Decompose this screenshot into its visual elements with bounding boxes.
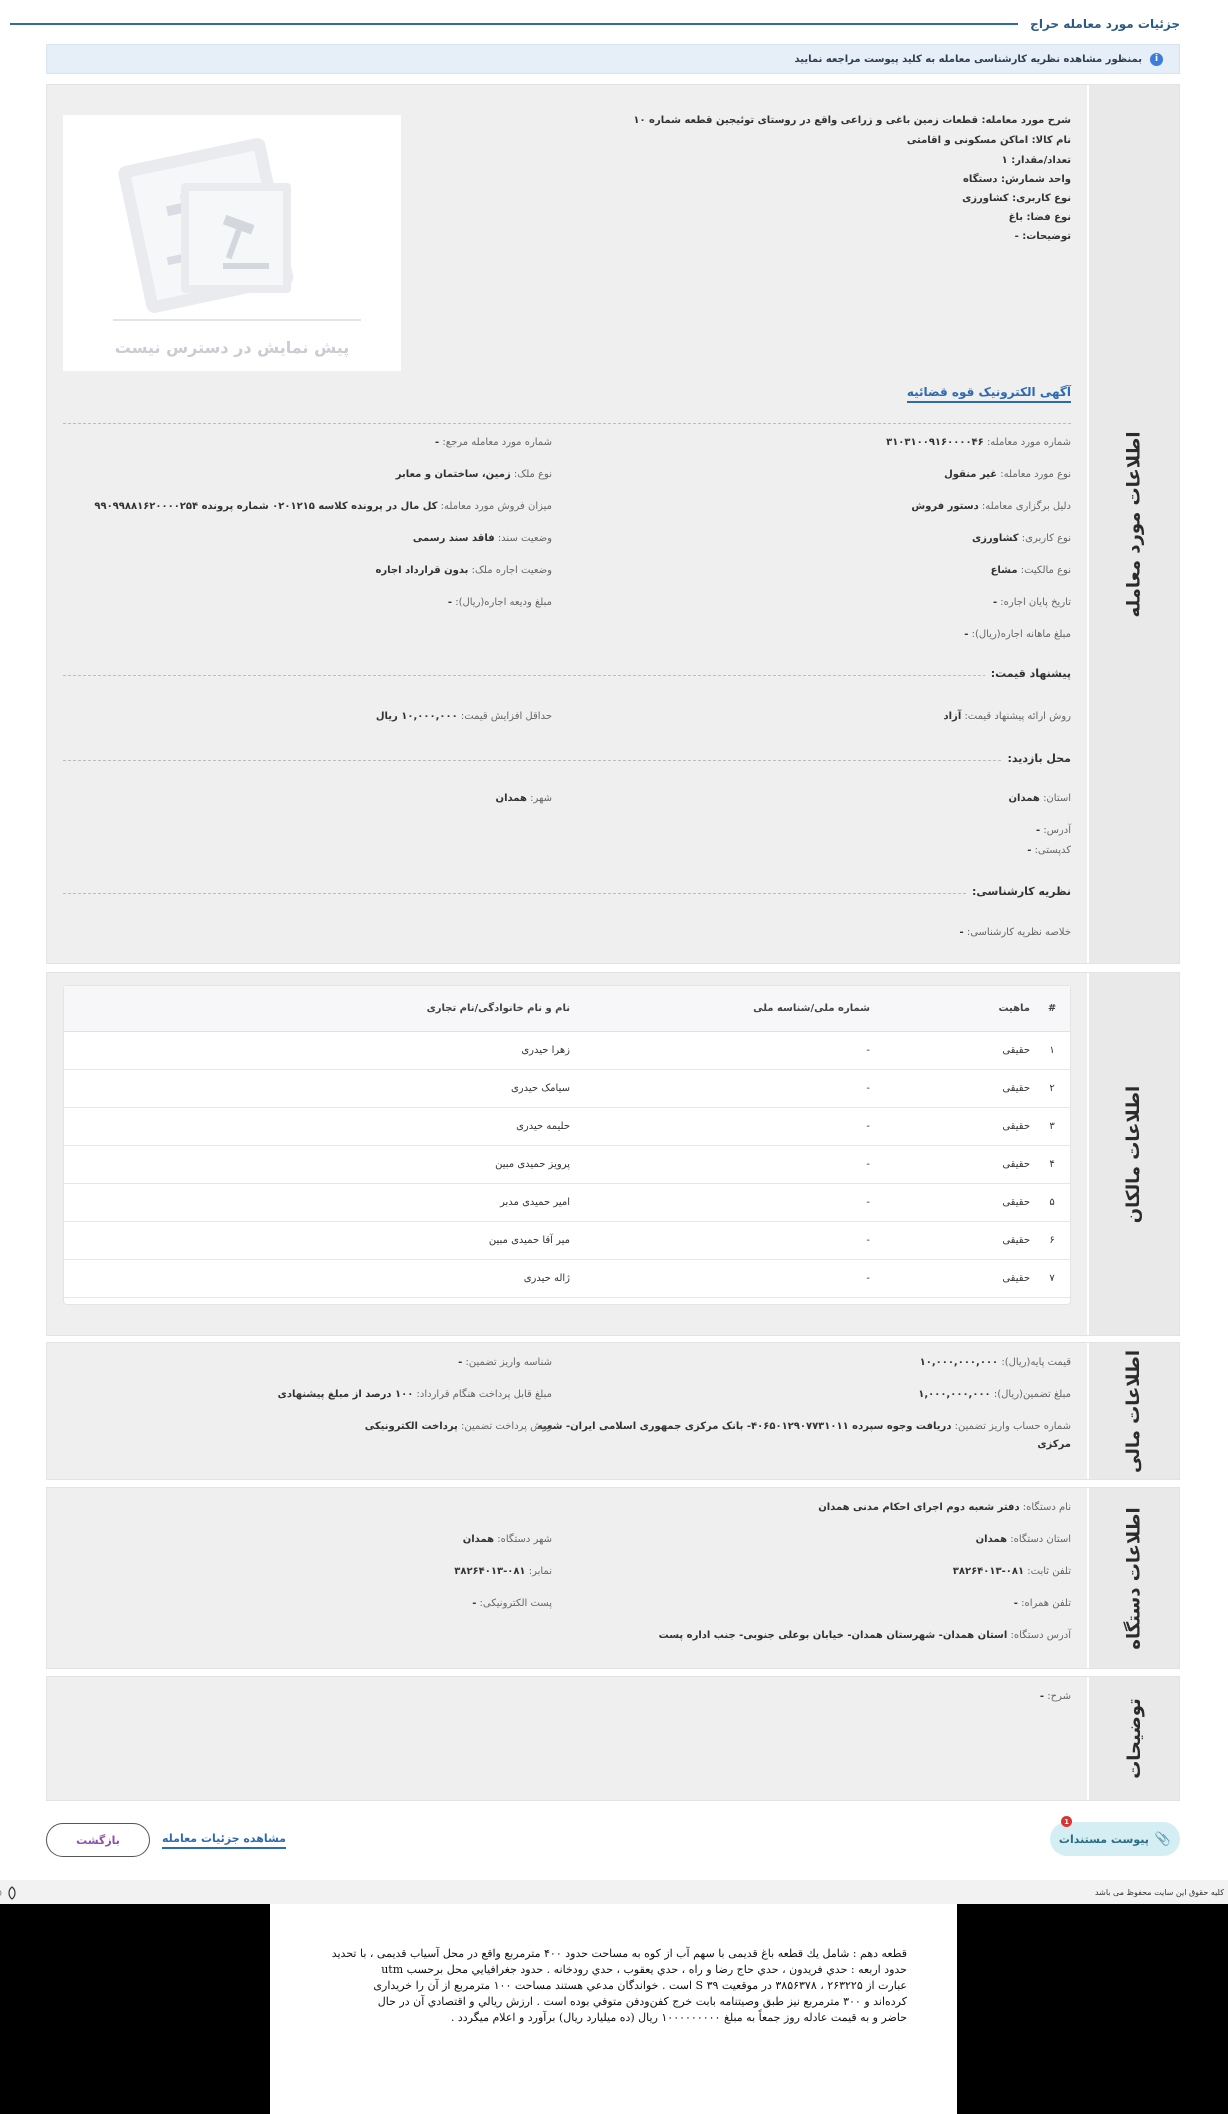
- payable-amount-value: ۱۰۰ درصد از مبلغ پیشنهادی: [277, 1389, 414, 1400]
- deal-type: [944, 469, 1071, 480]
- base-price: [920, 1357, 1071, 1368]
- row-national-id: -: [866, 1159, 870, 1170]
- agency-email-label: پست الکترونیکی:: [479, 1598, 552, 1609]
- property-type-label: نوع ملک:: [513, 469, 552, 480]
- row-national-id: -: [866, 1197, 870, 1208]
- min-increase-value: ۱۰,۰۰۰,۰۰۰ ریال: [375, 711, 458, 722]
- visit-city-label: شهر:: [530, 793, 552, 804]
- reference-deal-number-label: شماره مورد معامله مرجع:: [442, 437, 552, 448]
- payment-method-value: پرداخت الکترونیکی: [364, 1421, 458, 1432]
- details-divider: [63, 423, 1071, 424]
- table-row: [64, 1032, 1070, 1070]
- price-method-value: آزاد: [943, 711, 962, 722]
- financial-section: [46, 1342, 1180, 1480]
- agency-title: اطلاعات دستگاه: [1123, 1506, 1145, 1650]
- row-national-id: -: [866, 1235, 870, 1246]
- monthly-rent-label: مبلغ ماهانه اجاره(ریال):: [971, 629, 1071, 640]
- lease-status-value: بدون قرارداد اجاره: [375, 565, 469, 576]
- attachments-count-badge: 1: [1061, 1816, 1072, 1827]
- row-name: پرویز حمیدی مبین: [495, 1159, 570, 1170]
- base-price-value: ۱۰,۰۰۰,۰۰۰,۰۰۰: [919, 1357, 999, 1368]
- expert-summary-label: خلاصه نظریه کارشناسی:: [966, 927, 1071, 938]
- table-row: [64, 1260, 1070, 1298]
- lease-status-label: وضعیت اجاره ملک:: [471, 565, 552, 576]
- agency-city-value: همدان: [462, 1534, 495, 1545]
- row-type: حقیقی: [1002, 1045, 1030, 1056]
- item-space-type: نوع فضا: باغ: [1008, 212, 1071, 223]
- row-name: حلیمه حیدری: [516, 1121, 570, 1132]
- payable-amount: [278, 1389, 552, 1400]
- reference-deal-number-value: -: [435, 437, 440, 448]
- copyright-text: کلیه حقوق این سایت محفوظ می باشد: [1094, 1887, 1224, 1897]
- guarantee-amount: [918, 1389, 1071, 1400]
- min-increase: [376, 711, 552, 722]
- visit-province-value: همدان: [1008, 793, 1040, 804]
- item-description: شرح مورد معامله: قطعات زمین باغی و زراعی واقع در روستای توئیجین قطعه شماره ۱۰: [633, 115, 1071, 126]
- row-number: ۶: [1049, 1235, 1055, 1246]
- col-national-id: شماره ملی/شناسه ملی: [753, 1003, 870, 1014]
- expert-heading: نظریه کارشناسی:: [966, 885, 1071, 898]
- property-type-value: زمین، ساختمان و معابر: [395, 469, 511, 480]
- preview-divider: [113, 319, 361, 321]
- agency-mobile-label: تلفن همراه:: [1021, 1598, 1071, 1609]
- guarantee-account-label: شماره حساب واریز تضمین:: [954, 1421, 1071, 1432]
- deed-status-label: وضعیت سند:: [497, 533, 552, 544]
- agency-email-value: -: [472, 1598, 477, 1609]
- owners-title: اطلاعات مالکان: [1123, 1085, 1145, 1223]
- row-number: ۱: [1049, 1045, 1055, 1056]
- financial-content: [47, 1343, 1087, 1479]
- expert-divider: [63, 893, 1071, 894]
- attachments-label: پیوست مستندات: [1058, 1832, 1149, 1846]
- table-row: [64, 1108, 1070, 1146]
- payable-amount-label: مبلغ قابل پرداخت هنگام قرارداد:: [416, 1389, 552, 1400]
- agency-city: [463, 1534, 552, 1545]
- price-method: [944, 711, 1072, 722]
- lease-status: [375, 565, 552, 576]
- page-header: [10, 14, 1180, 34]
- visit-province: [1008, 793, 1071, 804]
- guarantee-account: [537, 1421, 1071, 1432]
- row-type: حقیقی: [1002, 1197, 1030, 1208]
- row-number: ۲: [1049, 1083, 1055, 1094]
- row-national-id: -: [866, 1045, 870, 1056]
- attachments-button[interactable]: [1050, 1817, 1180, 1856]
- sale-amount-label: میزان فروش مورد معامله:: [440, 501, 552, 512]
- table-row: [64, 1184, 1070, 1222]
- deal-number-label: شماره مورد معامله:: [986, 437, 1071, 448]
- emblem-icon: [4, 1884, 24, 1900]
- agency-content: [47, 1488, 1087, 1668]
- lease-end-date-label: تاریخ پایان اجاره:: [1000, 597, 1071, 608]
- monthly-rent-value: -: [964, 629, 969, 640]
- row-national-id: -: [866, 1083, 870, 1094]
- min-increase-label: حداقل افزایش قیمت:: [460, 711, 552, 722]
- visit-province-label: استان:: [1043, 793, 1071, 804]
- item-info-side: [1087, 85, 1179, 963]
- base-price-label: قیمت پایه(ریال):: [1001, 1357, 1071, 1368]
- guarantee-amount-label: مبلغ تضمین(ریال):: [993, 1389, 1071, 1400]
- ownership-type-value: مشاع: [990, 565, 1018, 576]
- item-info-title: اطلاعات مورد معامله: [1123, 431, 1145, 617]
- visit-heading: محل بازدید:: [1001, 752, 1071, 765]
- lease-deposit-value: -: [447, 597, 453, 608]
- lease-deposit-label: مبلغ ودیعه اجاره(ریال):: [455, 597, 552, 608]
- row-name: سیامک حیدری: [510, 1083, 570, 1094]
- gavel-placeholder-icon: [63, 115, 401, 371]
- table-row: [64, 1070, 1070, 1108]
- price-method-label: روش ارائه پیشنهاد قیمت:: [964, 711, 1071, 722]
- row-name: ژاله حیدری: [523, 1273, 570, 1284]
- row-name: امیر حمیدی مدبر: [500, 1197, 570, 1208]
- owners-content: [47, 973, 1087, 1335]
- price-heading: پیشنهاد قیمت:: [985, 667, 1071, 680]
- deposit-id: [458, 1357, 552, 1368]
- visit-postal-code-value: -: [1027, 845, 1032, 856]
- agency-fax-label: نمابر:: [528, 1566, 552, 1577]
- agency-address-value: استان همدان- شهرستان همدان- خیابان بوعلی جنوبی- جنب اداره پست: [658, 1630, 1008, 1641]
- guarantee-account-value: دریافت وجوه سپرده ۴۰۶۵۰۱۲۹۰۷۷۳۱۰۱۱- بانک مرکزی جمهوری اسلامی ایران- شعبه: [536, 1421, 952, 1432]
- visit-address-label: آدرس:: [1043, 825, 1071, 836]
- agency-mobile-value: -: [1013, 1598, 1018, 1609]
- lease-end-date-value: -: [992, 597, 998, 608]
- footer: [0, 1880, 1228, 1904]
- agency-address-label: آدرس دستگاه:: [1010, 1630, 1071, 1641]
- table-row: [64, 1146, 1070, 1184]
- item-unit: واحد شمارش: دستگاه: [963, 174, 1071, 185]
- payment-method-label: روش پرداخت تضمین:: [461, 1421, 552, 1432]
- agency-address: [659, 1630, 1071, 1641]
- view-deal-details-link[interactable]: مشاهده جزئیات معامله: [162, 1832, 286, 1849]
- notes-desc-value: -: [1039, 1691, 1045, 1702]
- visit-address: [1036, 825, 1071, 836]
- expert-summary-value: -: [959, 927, 964, 938]
- owners-section: [46, 972, 1180, 1336]
- row-type: حقیقی: [1002, 1121, 1030, 1132]
- ownership-type: [991, 565, 1071, 576]
- usage-type: [972, 533, 1071, 544]
- page-title: جزئیات مورد معامله حراج: [1030, 17, 1180, 31]
- agency-province-label: استان دستگاه:: [1010, 1534, 1071, 1545]
- deal-number: [886, 437, 1071, 448]
- sale-amount-value: کل مال در پرونده کلاسه ۰۲۰۱۲۱۵ شماره پرونده ۹۹۰۹۹۸۸۱۶۲۰۰۰۰۲۵۴: [94, 501, 438, 512]
- item-quantity: تعداد/مقدار: ۱: [1001, 155, 1071, 166]
- scanned-document: [270, 1904, 957, 2114]
- owners-table: [63, 985, 1071, 1305]
- notes-side: [1087, 1677, 1179, 1800]
- row-type: حقیقی: [1002, 1083, 1030, 1094]
- sale-amount: [94, 501, 552, 512]
- deed-status-value: فاقد سند رسمی: [412, 533, 495, 544]
- ownership-type-label: نوع مالکیت:: [1020, 565, 1071, 576]
- monthly-rent: [964, 629, 1071, 640]
- deal-reason: [911, 501, 1071, 512]
- agency-phone-value: ۰۸۱-۳۸۲۶۴۰۱۳: [952, 1566, 1025, 1577]
- reference-deal-number: [435, 437, 552, 448]
- agency-phone-label: تلفن ثابت:: [1027, 1566, 1071, 1577]
- payment-method: [365, 1421, 552, 1432]
- col-type: ماهیت: [998, 1003, 1030, 1014]
- visit-address-value: -: [1036, 825, 1041, 836]
- guarantee-amount-value: ۱,۰۰۰,۰۰۰,۰۰۰: [918, 1389, 991, 1400]
- agency-section: [46, 1487, 1180, 1669]
- image-preview: [63, 115, 401, 371]
- agency-city-label: شهر دستگاه:: [497, 1534, 552, 1545]
- col-number: #: [1047, 1003, 1057, 1014]
- property-type: [396, 469, 552, 480]
- header-divider: [10, 23, 1018, 25]
- electronic-ad-link[interactable]: آگهی الکترونیک قوه قضائیه: [907, 385, 1071, 403]
- notes-title: توضیحات: [1123, 1698, 1145, 1779]
- deal-reason-label: دلیل برگزاری معامله:: [981, 501, 1071, 512]
- usage-type-value: کشاورزی: [971, 533, 1019, 544]
- item-notes: توضیحات: -: [1014, 231, 1071, 242]
- info-icon: i: [1150, 53, 1163, 66]
- price-divider: [63, 675, 1071, 676]
- agency-email: [472, 1598, 552, 1609]
- expert-summary: [959, 927, 1071, 938]
- deal-number-value: ۳۱۰۳۱۰۰۹۱۶۰۰۰۰۴۶: [886, 437, 984, 448]
- row-type: حقیقی: [1002, 1273, 1030, 1284]
- scanned-document-text: قطعه دهم : شامل یك قطعه باغ قدیمی با سهم آب از کوه به مساحت حدود ۴۰۰ مترمربع واقع در محل آسیاب قدیمی ، با تحدید حدود اربعه : حدي فريدون ، حدي حاج رضا و راه ، حدي يعقوب ، حدي رودخانه . حدود جغرافيايي محل برحسب utm عبارت از ۲۶۳۲۲۵ ، ۳۸۵۶۳۷۸ در موقعیت ۳۹ S است . خواندگان مدعي هستند مساحت ۱۰۰ مترمربع از آن را خریداری کرده‌اند و ۳۰۰ مترمربع نیز طبق وصیتنامه بابت خرج کفن‌ودفن متوفي بوده است . ارزش ریالي و اقتصادي آن در حال حاضر و به قیمت عادله روز جمعاً به مبلغ ۱۰۰۰۰۰۰۰۰۰ ریال (ده میلیارد ریال) برآورد و اعلام میگردد .: [331, 1947, 907, 2024]
- notice-text: بمنظور مشاهده نظریه کارشناسی معامله به کلید پیوست مراجعه نمایید: [794, 53, 1142, 65]
- col-name: نام و نام خانوادگی/نام تجاری: [426, 1003, 570, 1014]
- row-national-id: -: [866, 1121, 870, 1132]
- visit-city-value: همدان: [495, 793, 527, 804]
- attachment-notice: [46, 44, 1180, 74]
- deposit-id-label: شناسه واریز تضمین:: [465, 1357, 552, 1368]
- agency-side: [1087, 1488, 1179, 1668]
- notes-desc: [1040, 1691, 1071, 1702]
- lease-end-date: [993, 597, 1071, 608]
- owners-table-header: [64, 986, 1070, 1032]
- deed-status: [413, 533, 552, 544]
- item-goods-name: نام کالا: اماکن مسکونی و اقامتی: [906, 135, 1071, 146]
- row-type: حقیقی: [1002, 1159, 1030, 1170]
- deal-type-label: نوع مورد معامله:: [1000, 469, 1071, 480]
- row-number: ۴: [1049, 1159, 1055, 1170]
- agency-name: [818, 1502, 1071, 1513]
- lease-deposit: [448, 597, 552, 608]
- agency-name-value: دفتر شعبه دوم اجرای احکام مدنی همدان: [818, 1502, 1020, 1513]
- visit-city: [496, 793, 552, 804]
- paperclip-icon: 📎: [1154, 1831, 1172, 1847]
- item-info-section: [46, 84, 1180, 964]
- financial-side: [1087, 1343, 1179, 1479]
- row-number: ۷: [1049, 1273, 1055, 1284]
- deal-type-value: غیر منقول: [944, 469, 998, 480]
- visit-postal-code-label: کدپستی:: [1034, 845, 1071, 856]
- item-usage: نوع کاربری: کشاورزی: [962, 193, 1071, 204]
- row-national-id: -: [866, 1273, 870, 1284]
- row-name: میر آقا حمیدی مبین: [488, 1235, 570, 1246]
- preview-caption: پیش نمایش در دسترس نیست: [114, 338, 350, 357]
- agency-fax-value: ۰۸۱-۳۸۲۶۴۰۱۳: [454, 1566, 526, 1577]
- notes-section: [46, 1676, 1180, 1801]
- guarantee-account-value-cont: مرکزی: [1037, 1439, 1071, 1450]
- notes-desc-label: شرح:: [1047, 1691, 1071, 1702]
- notes-content: [47, 1677, 1087, 1800]
- item-info-content: [47, 85, 1087, 963]
- back-button[interactable]: بازگشت: [46, 1823, 150, 1857]
- financial-title: اطلاعات مالی: [1123, 1349, 1145, 1473]
- deal-reason-value: دستور فروش: [911, 501, 979, 512]
- visit-postal-code: [1027, 845, 1071, 856]
- row-type: حقیقی: [1002, 1235, 1030, 1246]
- row-name: زهرا حیدری: [521, 1045, 570, 1056]
- deposit-id-value: -: [458, 1357, 463, 1368]
- table-row: [64, 1222, 1070, 1260]
- agency-name-label: نام دستگاه:: [1022, 1502, 1071, 1513]
- visit-divider: [63, 760, 1071, 761]
- agency-fax: [454, 1566, 552, 1577]
- row-number: ۳: [1049, 1121, 1055, 1132]
- row-number: ۵: [1049, 1197, 1055, 1208]
- agency-mobile: [1014, 1598, 1071, 1609]
- agency-province: [976, 1534, 1071, 1545]
- usage-type-label: نوع کاربری:: [1021, 533, 1071, 544]
- agency-province-value: همدان: [975, 1534, 1008, 1545]
- agency-phone: [953, 1566, 1071, 1577]
- owners-side: [1087, 973, 1179, 1335]
